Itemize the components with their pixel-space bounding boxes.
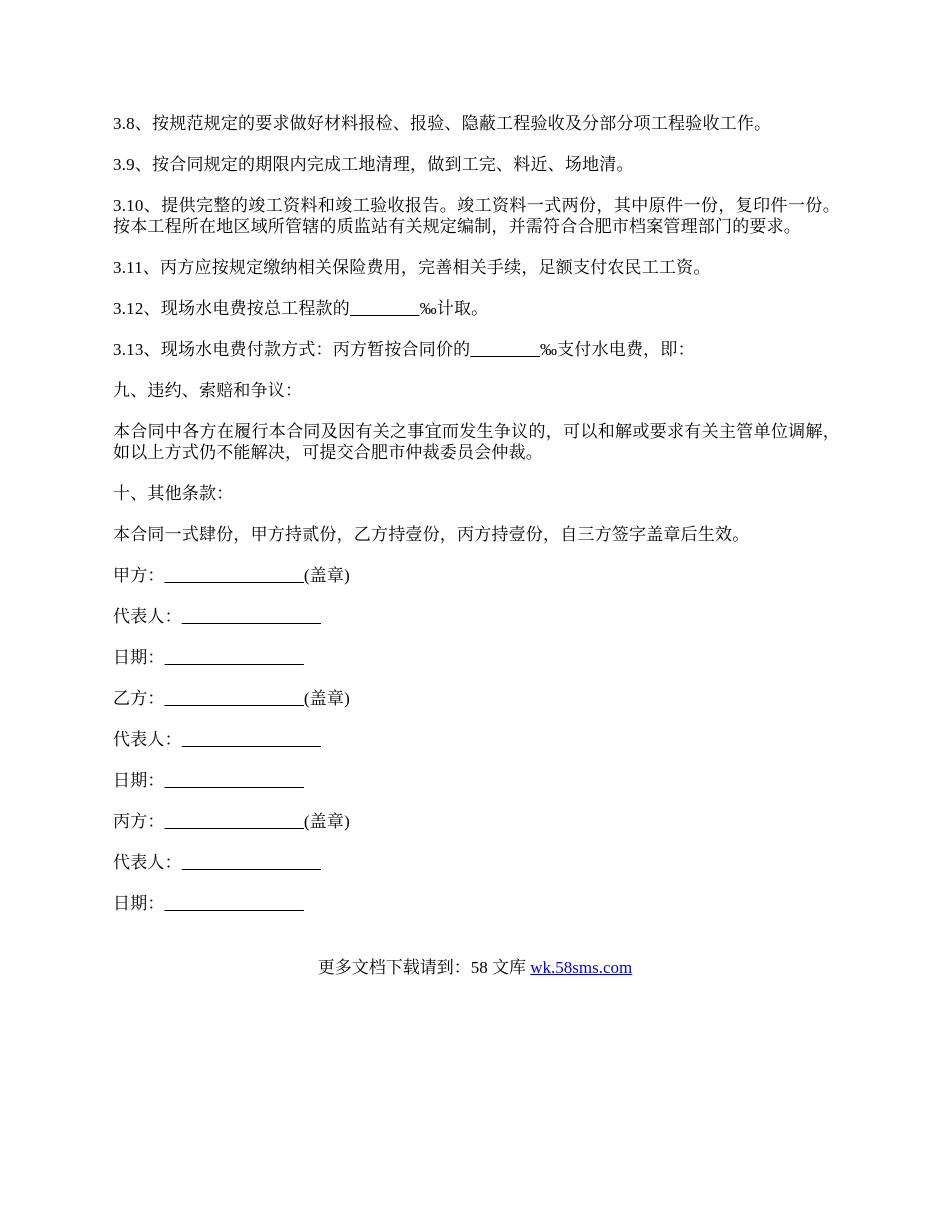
party-c-date-line [113, 893, 840, 914]
party-b-rep-label: 代表人： [113, 730, 182, 749]
clause-3-12-text: 3.12、现场水电费按总工程款的 [113, 299, 350, 318]
section-9-heading: 九、违约、索赔和争议： [113, 381, 303, 400]
clause-3-9: 3.9、按合同规定的期限内完成工地清理，做到工完、料近、场地清。 [113, 155, 634, 174]
party-c-rep-blank: ________________ [181, 853, 322, 872]
party-c-line [113, 811, 840, 832]
party-c-date-blank: ________________ [164, 894, 304, 913]
clause-3-13 [113, 339, 840, 360]
party-b-date-label: 日期： [113, 771, 165, 790]
party-a-label: 甲方： [113, 566, 165, 585]
party-a-blank: ________________ [164, 566, 304, 585]
clause-3-12-suffix: ‰计取。 [419, 299, 489, 318]
party-a-date-label: 日期： [113, 648, 165, 667]
party-b-label: 乙方： [113, 689, 165, 708]
section-10-body: 本合同一式肆份，甲方持贰份，乙方持壹份，丙方持壹份，自三方签字盖章后生效。 [113, 525, 750, 544]
clause-3-13-blank: ________ [470, 340, 540, 359]
party-c-seal: (盖章) [303, 812, 350, 831]
party-b-seal: (盖章) [303, 689, 350, 708]
party-b-date-line [113, 770, 840, 791]
party-a-line [113, 565, 840, 586]
clause-3-12 [113, 298, 840, 319]
clause-3-11: 3.11、丙方应按规定缴纳相关保险费用，完善相关手续，足额支付农民工工资。 [113, 258, 711, 277]
party-a-date-blank: ________________ [164, 648, 304, 667]
section-10-heading: 十、其他条款： [113, 484, 234, 503]
party-a-date-line [113, 647, 840, 668]
party-a-rep-label: 代表人： [113, 607, 182, 626]
party-a-seal: (盖章) [303, 566, 350, 585]
document-body [113, 113, 840, 934]
party-c-label: 丙方： [113, 812, 165, 831]
party-c-rep-line [113, 852, 840, 873]
party-c-blank: ________________ [164, 812, 304, 831]
party-b-rep-blank: ________________ [181, 730, 322, 749]
party-a-rep-blank: ________________ [181, 607, 322, 626]
party-b-date-blank: ________________ [164, 771, 304, 790]
clause-3-13-suffix: ‰支付水电费，即： [539, 340, 695, 359]
footer-text: 更多文档下载请到：58 文库 [317, 958, 531, 977]
party-c-rep-label: 代表人： [113, 853, 182, 872]
section-9-body: 本合同中各方在履行本合同及因有关之事宜而发生争议的，可以和解或要求有关主管单位调解，如以上方式仍不能解决，可提交合肥市仲裁委员会仲裁。 [113, 422, 840, 462]
clause-3-10: 3.10、提供完整的竣工资料和竣工验收报告。竣工资料一式两份，其中原件一份，复印件一份。按本工程所在地区域所管辖的质监站有关规定编制，并需符合合肥市档案管理部门的要求。 [113, 196, 840, 236]
party-b-rep-line [113, 729, 840, 750]
download-footer [0, 957, 950, 978]
clause-3-12-blank: ________ [349, 299, 420, 318]
party-c-date-label: 日期： [113, 894, 165, 913]
party-b-line [113, 688, 840, 709]
clause-3-13-text: 3.13、现场水电费付款方式：丙方暂按合同价的 [113, 340, 471, 359]
party-b-blank: ________________ [164, 689, 304, 708]
clause-3-8: 3.8、按规范规定的要求做好材料报检、报验、隐蔽工程验收及分部分项工程验收工作。 [113, 114, 772, 133]
footer-link[interactable]: wk.58sms.com [530, 958, 633, 977]
party-a-rep-line [113, 606, 840, 627]
